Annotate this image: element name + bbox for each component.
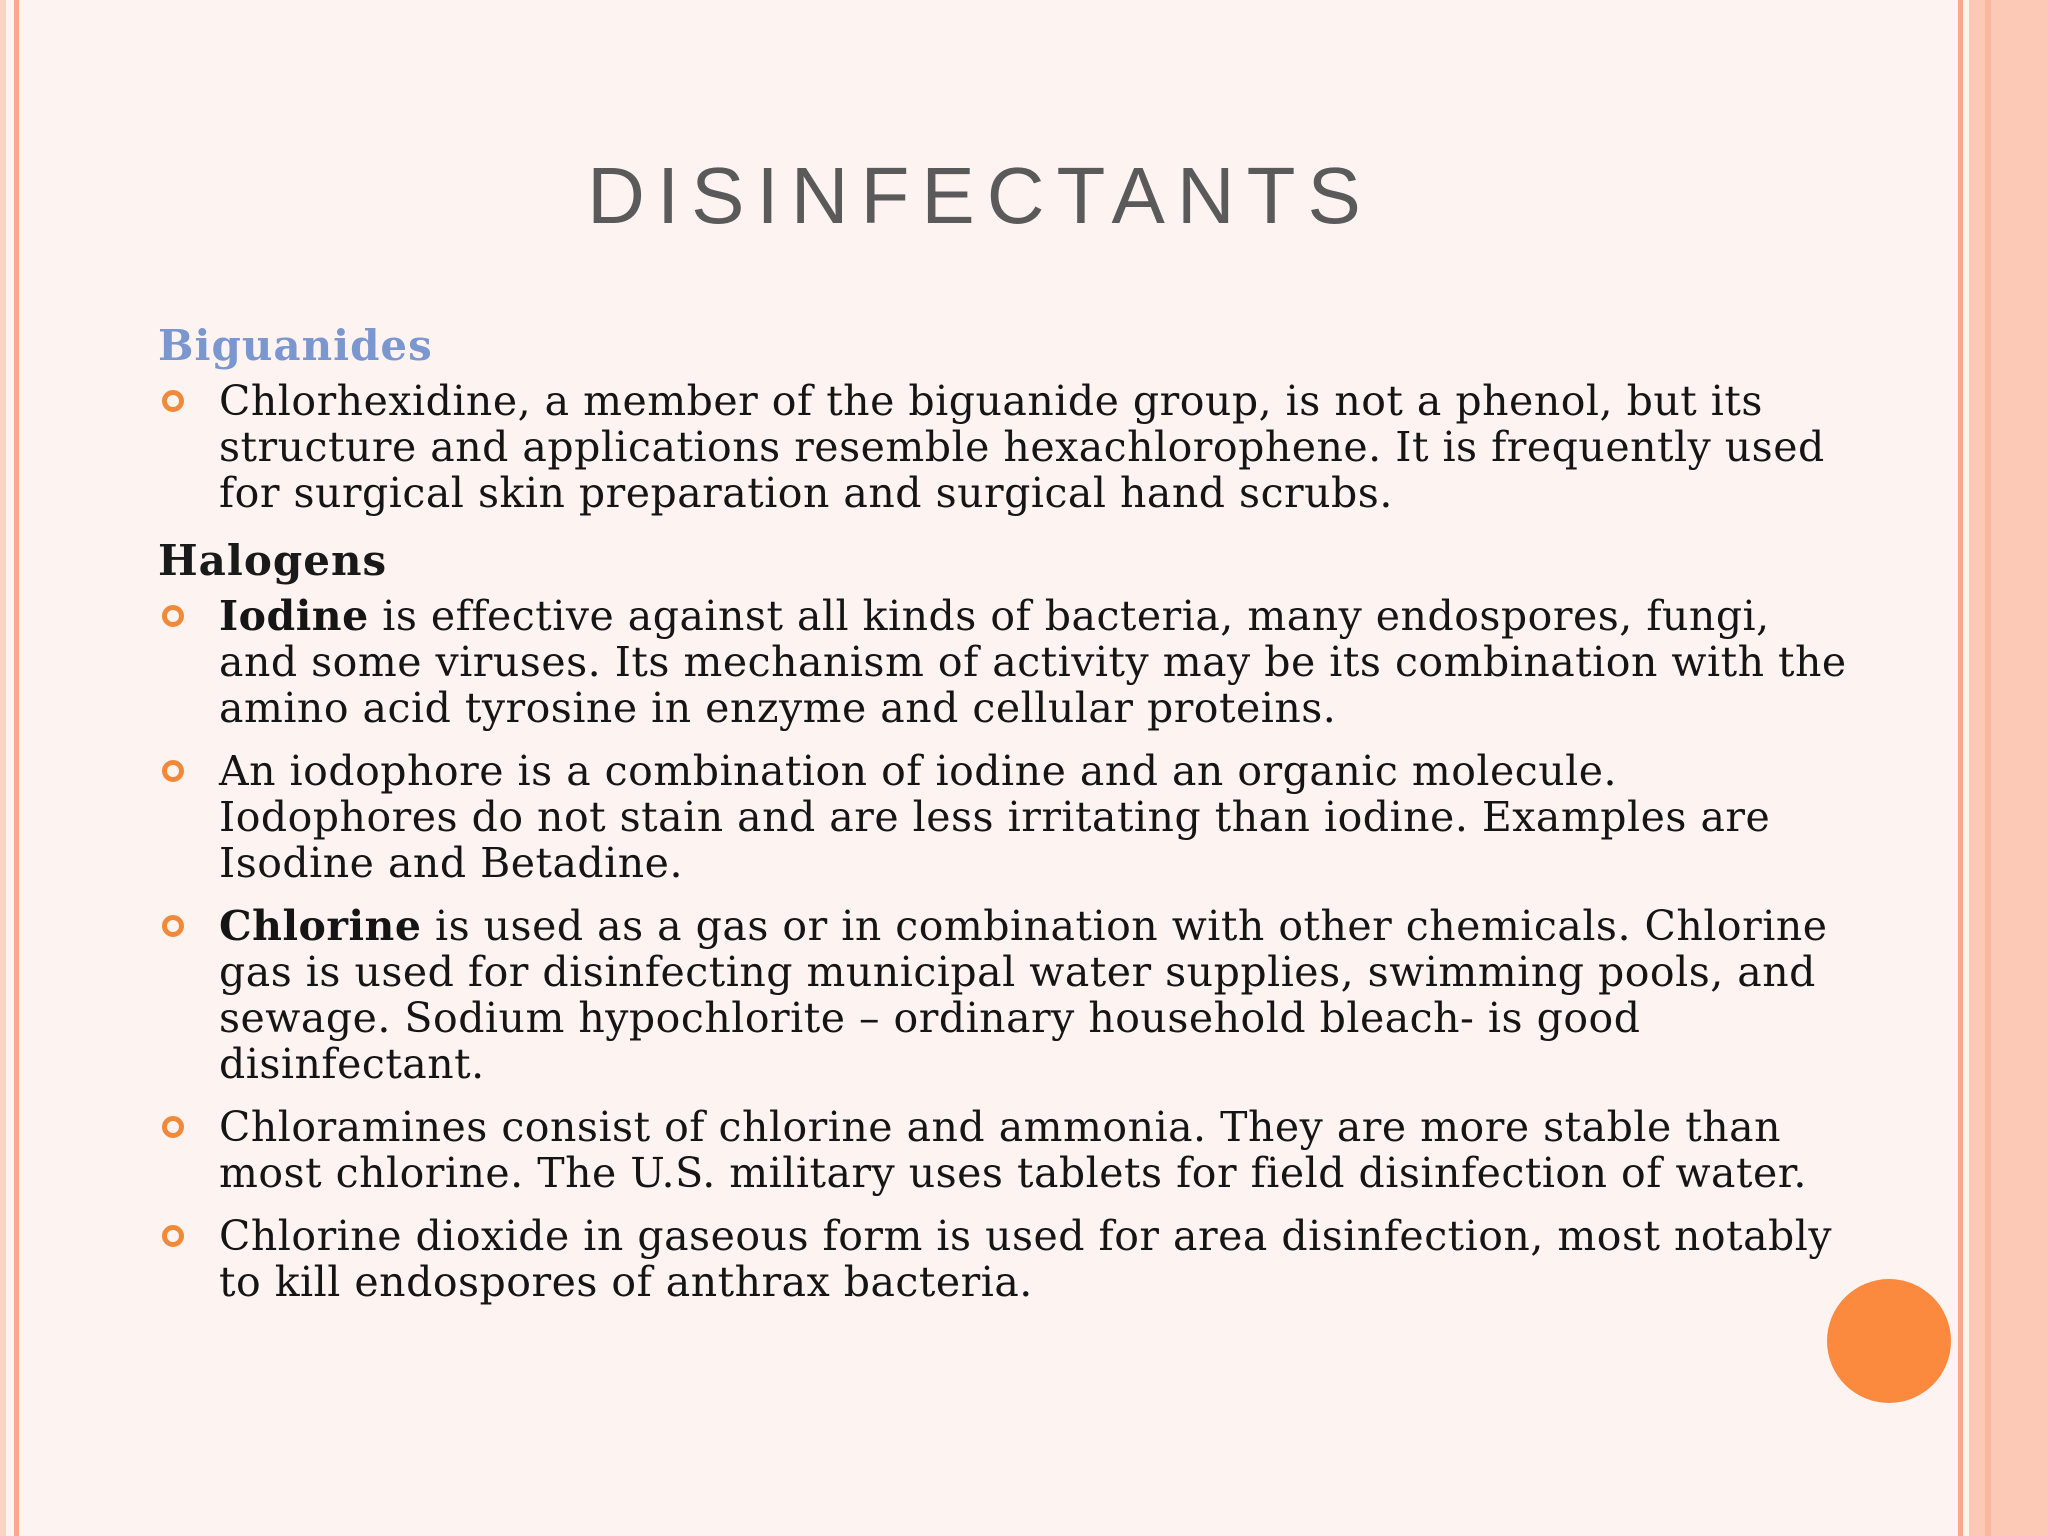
bullet-lead: Iodine	[219, 592, 369, 640]
biguanides-heading: Biguanides	[158, 321, 433, 370]
bullet-text: Chloramines consist of chlorine and ammonia. They are more stable than most chlorine. The U.S. military uses tablets for field disinfection of water.	[219, 1103, 1807, 1197]
slide-content	[158, 318, 1858, 1322]
bullet-text: is used as a gas or in combination with other chemicals. Chlorine gas is used for disinfecting municipal water supplies, swimming pools, and sewage. Sodium hypochlorite – ordinary household bleach- is good disinfectant.	[219, 902, 1828, 1088]
bullet-ring-icon	[162, 390, 184, 412]
halogens-heading: Halogens	[158, 536, 388, 585]
bullet-ring-icon	[162, 1116, 184, 1138]
bullet-item	[158, 1213, 1858, 1305]
halogens-list	[158, 593, 1858, 1305]
biguanides-list	[158, 378, 1858, 516]
slide-title: DISINFECTANTS	[587, 151, 1373, 240]
bullet-text: An iodophore is a combination of iodine and an organic molecule. Iodophores do not stain and are less irritating than iodine. Examples are Isodine and Betadine.	[219, 747, 1771, 887]
bullet-text: Chlorhexidine, a member of the biguanide group, is not a phenol, but its structure and applications resemble hexachlorophene. It is frequently used for surgical skin preparation and surgical hand scrubs.	[219, 377, 1825, 517]
bullet-ring-icon	[162, 915, 184, 937]
right-border-band	[1969, 0, 1985, 1536]
bullet-lead: Chlorine	[219, 902, 422, 950]
bullet-ring-icon	[162, 760, 184, 782]
bullet-item	[158, 903, 1858, 1087]
bullet-item	[158, 378, 1858, 516]
bullet-item	[158, 748, 1858, 886]
bullet-text: Chlorine dioxide in gaseous form is used for area disinfection, most notably to kill endospores of anthrax bacteria.	[219, 1212, 1833, 1306]
bullet-ring-icon	[162, 1225, 184, 1247]
bullet-ring-icon	[162, 605, 184, 627]
bullet-item	[158, 1104, 1858, 1196]
bullet-text: is effective against all kinds of bacteria, many endospores, fungi, and some viruses. Its mechanism of activity may be its combination with the amino acid tyrosine in enzyme and cellular proteins.	[219, 592, 1847, 732]
right-border-band	[1991, 0, 2048, 1536]
bullet-item	[158, 593, 1858, 731]
